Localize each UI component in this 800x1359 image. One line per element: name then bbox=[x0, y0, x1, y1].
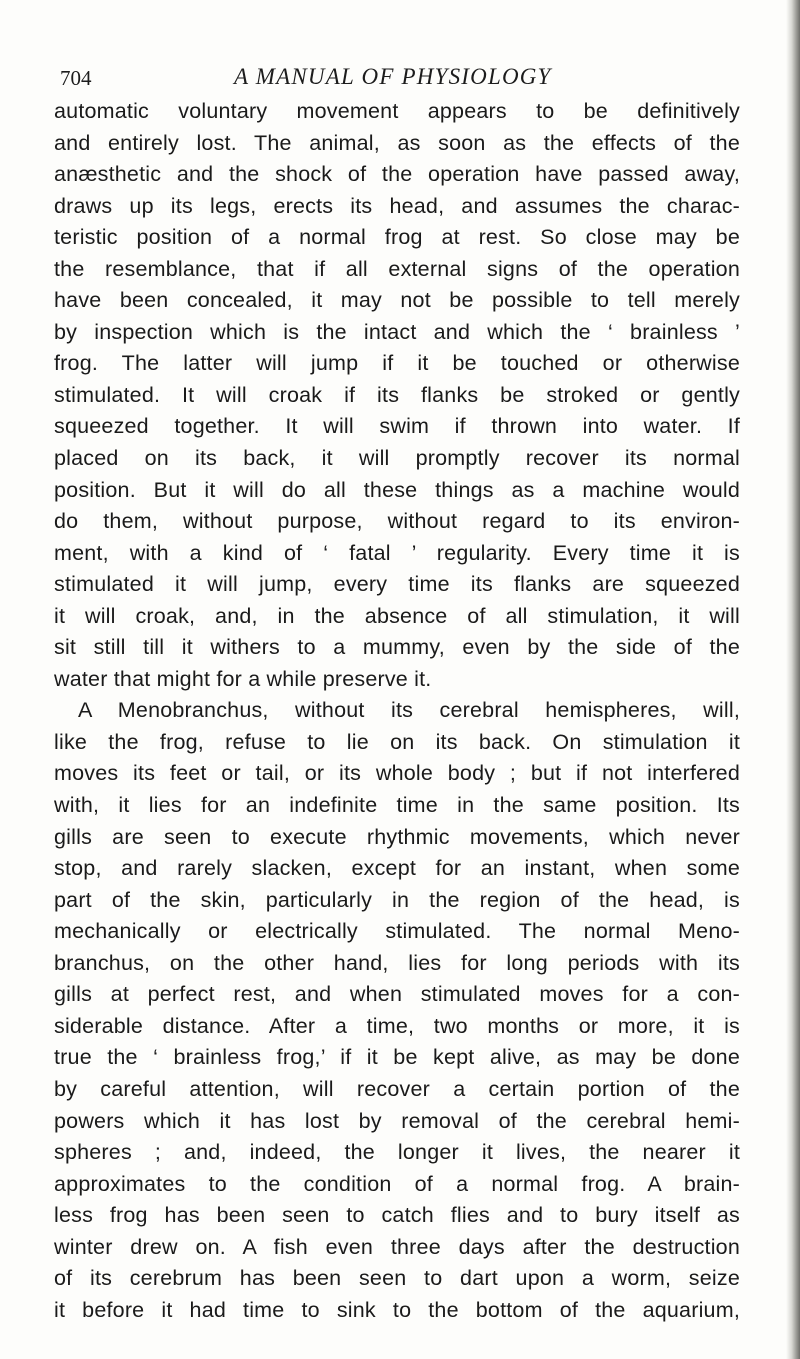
text-line: the resemblance, that if all external signs of the operation bbox=[54, 256, 740, 281]
page-number: 704 bbox=[60, 66, 92, 90]
text-line: do them, without purpose, without regard to its environ- bbox=[54, 509, 740, 534]
text-line: by careful attention, will recover a certain portion of the bbox=[54, 1076, 740, 1101]
text-line: anæsthetic and the shock of the operation have passed away, bbox=[54, 162, 740, 187]
text-line: gills are seen to execute rhythmic movements, which never bbox=[54, 824, 740, 849]
text-line: approximates to the condition of a normal frog. A brain- bbox=[54, 1171, 740, 1196]
text-line: powers which it has lost by removal of the cerebral hemi- bbox=[54, 1108, 740, 1133]
text-line: branchus, on the other hand, lies for long periods with its bbox=[54, 950, 740, 975]
text-line: siderable distance. After a time, two months or more, it is bbox=[54, 1013, 740, 1038]
text-line: part of the skin, particularly in the region of the head, is bbox=[54, 887, 740, 912]
text-line: teristic position of a normal frog at rest. So close may be bbox=[54, 225, 740, 250]
text-line: stimulated. It will croak if its flanks be stroked or gently bbox=[54, 382, 740, 407]
page-edge-shadow bbox=[786, 0, 800, 1359]
running-head bbox=[0, 64, 800, 94]
text-line: A Menobranchus, without its cerebral hemispheres, will, bbox=[78, 698, 740, 723]
text-line: with, it lies for an indefinite time in the same position. Its bbox=[54, 793, 740, 818]
text-line: it before it had time to sink to the bottom of the aquarium, bbox=[54, 1297, 740, 1322]
text-line: squeezed together. It will swim if thrown into water. If bbox=[54, 414, 740, 439]
body-text bbox=[54, 96, 740, 1326]
text-line: placed on its back, it will promptly recover its normal bbox=[54, 446, 740, 471]
text-line: mechanically or electrically stimulated. The normal Meno- bbox=[54, 919, 740, 944]
text-line: have been concealed, it may not be possible to tell merely bbox=[54, 288, 740, 313]
paragraph-2 bbox=[54, 695, 740, 1326]
text-line: water that might for a while preserve it. bbox=[54, 666, 432, 691]
text-line: by inspection which is the intact and which the ‘ brainless ’ bbox=[54, 319, 740, 344]
text-line: position. But it will do all these things as a machine would bbox=[54, 477, 740, 502]
text-line: spheres ; and, indeed, the longer it lives, the nearer it bbox=[54, 1140, 740, 1165]
text-line: moves its feet or tail, or its whole body ; but if not interfered bbox=[54, 761, 740, 786]
text-line: of its cerebrum has been seen to dart upon a worm, seize bbox=[54, 1266, 740, 1291]
text-line: it will croak, and, in the absence of all stimulation, it will bbox=[54, 603, 740, 628]
text-line: like the frog, refuse to lie on its back. On stimulation it bbox=[54, 729, 740, 754]
running-title: A MANUAL OF PHYSIOLOGY bbox=[234, 64, 552, 89]
text-line: true the ‘ brainless frog,’ if it be kept alive, as may be done bbox=[54, 1045, 740, 1070]
text-line: frog. The latter will jump if it be touched or otherwise bbox=[54, 351, 740, 376]
text-line: and entirely lost. The animal, as soon as the effects of the bbox=[54, 130, 740, 155]
text-line: ment, with a kind of ‘ fatal ’ regularity. Every time it is bbox=[54, 540, 740, 565]
paragraph-1 bbox=[54, 96, 740, 695]
text-line: less frog has been seen to catch flies and to bury itself as bbox=[54, 1203, 740, 1228]
text-line: gills at perfect rest, and when stimulated moves for a con- bbox=[54, 982, 740, 1007]
text-line: sit still till it withers to a mummy, even by the side of the bbox=[54, 635, 740, 660]
text-line: stop, and rarely slacken, except for an instant, when some bbox=[54, 856, 740, 881]
text-line: draws up its legs, erects its head, and assumes the charac- bbox=[54, 193, 740, 218]
text-line: automatic voluntary movement appears to be definitively bbox=[54, 99, 740, 123]
text-line: stimulated it will jump, every time its flanks are squeezed bbox=[54, 572, 740, 597]
text-line: winter drew on. A fish even three days after the destruction bbox=[54, 1234, 740, 1259]
